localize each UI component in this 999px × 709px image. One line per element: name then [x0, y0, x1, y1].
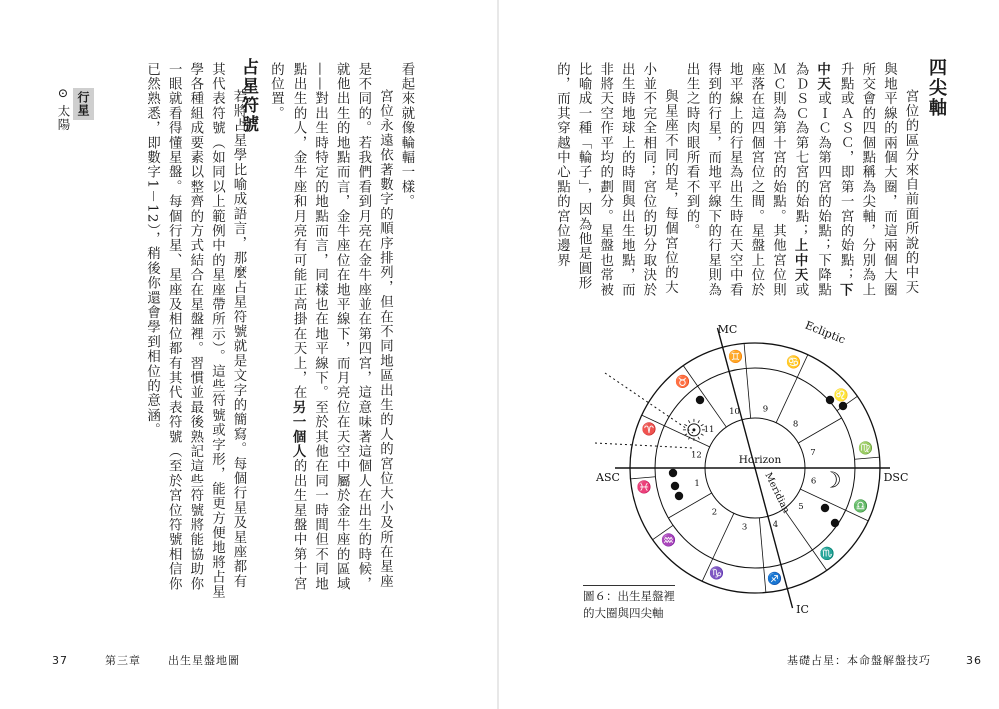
chapter-label: 第三章 — [105, 654, 141, 667]
house-cusp — [784, 509, 813, 550]
label-dsc: DSC — [883, 471, 909, 484]
zodiac-divider — [630, 477, 655, 479]
house-number: 7 — [810, 447, 816, 458]
caption-line-2: 的大圈與四尖軸 — [583, 606, 664, 620]
zodiac-glyph: ♓ — [636, 480, 652, 495]
emphasis-term: 上中天 — [792, 238, 809, 283]
chapter-title: 出生星盤地圖 — [168, 654, 240, 667]
dotted-line-1 — [595, 443, 693, 448]
zodiac-glyph: ♍ — [858, 440, 874, 455]
house-number: 11 — [703, 424, 715, 435]
planet-dot — [675, 492, 683, 500]
house-number: 2 — [711, 507, 718, 518]
section-body-symbols: 若將占星學比喻成語言，那麼占星符號就是文字的簡寫。每個行星及星座都有其代表符號（如同以上範例中的星座帶所示）。這些符號或字形，能更方便地將占星學各種組成要素以整齊的方式結合在星盤裡。習慣並最後熟記這些符號將能協助你一眼就看得懂星盤。每個行星、星座及相位都有其代表符號（至於宮位符號相信你已然熟悉，即數字1－12），稍後你還會學到相位的意涵。 — [144, 62, 246, 600]
house-cusp — [798, 418, 841, 443]
zodiac-glyph: ♒ — [661, 532, 677, 547]
label-ecliptic: Ecliptic — [803, 318, 848, 347]
planet-dot — [696, 396, 704, 404]
zodiac-glyph: ♊ — [727, 349, 743, 364]
section-title-angles: 四尖軸 — [926, 58, 947, 118]
section-title-symbols: 占星符號 — [238, 58, 258, 134]
house-cusp — [776, 377, 797, 422]
house-cusp — [713, 513, 734, 558]
zodiac-glyph: ♎ — [853, 498, 869, 513]
house-number: 12 — [691, 450, 702, 461]
legend-tag-planets: 行星 — [73, 88, 94, 120]
planet-dot — [839, 402, 847, 410]
label-meridian: Meridian — [762, 470, 792, 516]
legend-item-sun: ⊙ 太陽 — [56, 88, 71, 132]
planet-dot — [821, 504, 829, 512]
house-number: 3 — [741, 522, 748, 533]
zodiac-glyph: ♋ — [786, 354, 801, 369]
paragraph-angles — [680, 62, 921, 300]
paragraph-house-size: 與星座不同的是，每個宮位的大小並不完全相同；宮位的切分取決於出生時地球上的時間與出生地點，而非將天空作平均的劃分。星盤也常被比喻成一種「輪子」，因為他是圓形的，而其穿越中心點的宮位邊界 — [554, 62, 678, 298]
paragraph-houses-text: 宮位永遠依著數字的順序排列，但在不同地區出生的人的宮位大小及所在星座是不同的。若我們看到月亮在金牛座並在第四宮，這意味著這個人在出生的時候，就他出生的地點而言，金牛座位在地平線下，而月亮位在天空中屬於金牛座的區域——對出生時特定的地點而言，同樣也在地平線下。至於其他在同一時間但不同地點出生的人，金牛座和月亮有可能正高掛在天上，在 — [291, 62, 393, 592]
house-cusp — [698, 386, 727, 427]
paragraph-houses-end: 的出生星盤中第十宮的位置。 — [268, 62, 307, 592]
zodiac-divider — [764, 568, 766, 593]
zodiac-glyph: ♌ — [833, 388, 849, 403]
planet-dot — [831, 519, 839, 527]
house-number: 4 — [772, 519, 779, 530]
left-page — [0, 0, 499, 709]
zodiac-glyph: ♏ — [819, 546, 835, 561]
label-ic: IC — [796, 603, 809, 617]
house-number: 6 — [810, 476, 817, 487]
planet-dot — [826, 396, 834, 404]
paragraph-segment: 或ＩＣ為第四宮的始點；下降點為ＤＳＣ為第七宮的始點； — [793, 62, 831, 298]
house-cusp — [746, 368, 750, 418]
label-mc: MC — [717, 322, 738, 336]
emphasis-another-person: 另一個人 — [290, 400, 307, 459]
paragraph-houses — [265, 62, 396, 592]
moon-symbol: ☽ — [821, 468, 842, 494]
zodiac-glyph: ♐ — [767, 571, 783, 586]
zodiac-divider — [855, 457, 880, 459]
sun-symbol-dot — [692, 428, 695, 431]
paragraph-segment: 或ＭＣ則為第十宮的始點。其他宮位則座落在這四個宮位之間。星盤上位於地平線上的行星為出生時在天空中看得到的行星，而地平線下的行星則為出生之時肉眼所看不到的。 — [684, 62, 809, 298]
sun-ray — [684, 434, 687, 436]
house-number: 8 — [792, 419, 799, 430]
page-number-left: 37 — [52, 654, 68, 667]
footer-right — [787, 652, 982, 668]
caption-line-1: 圖６：出生星盤裡 — [583, 589, 675, 603]
label-asc: ASC — [596, 471, 620, 484]
body-text-angles — [554, 62, 921, 300]
house-number: 1 — [694, 479, 700, 490]
house-cusp — [759, 518, 763, 568]
planet-dot — [669, 469, 677, 477]
paragraph-segment: 宮位的區分來自前面所說的中天與地平線的兩個大圈，而這兩個大圈所交會的四個點稱為尖軸，分別為上升點或ＡＳＣ，即第一宮的始點； — [838, 62, 918, 298]
sun-ray — [684, 424, 687, 426]
book-title: 基礎占星：本命盤解盤技巧 — [787, 654, 931, 667]
planet-dot — [671, 482, 679, 490]
zodiac-glyph: ♑ — [709, 566, 724, 581]
paragraph-wheel: 看起來就像輪輻一樣。 — [399, 62, 414, 209]
label-horizon: Horizon — [738, 454, 782, 466]
page-number-right: 36 — [966, 654, 982, 667]
house-number: 5 — [798, 502, 804, 513]
sun-ray — [688, 420, 690, 423]
zodiac-glyph: ♈ — [641, 422, 657, 437]
house-number: 9 — [762, 404, 769, 415]
house-number: 10 — [729, 407, 740, 418]
chart-group — [595, 319, 908, 616]
emphasis-term: 下中天 — [814, 62, 854, 298]
zodiac-glyph: ♉ — [675, 374, 691, 389]
footer-left — [52, 652, 240, 668]
zodiac-divider — [744, 343, 746, 368]
sun-ray — [698, 420, 700, 423]
sun-ray — [698, 437, 700, 440]
